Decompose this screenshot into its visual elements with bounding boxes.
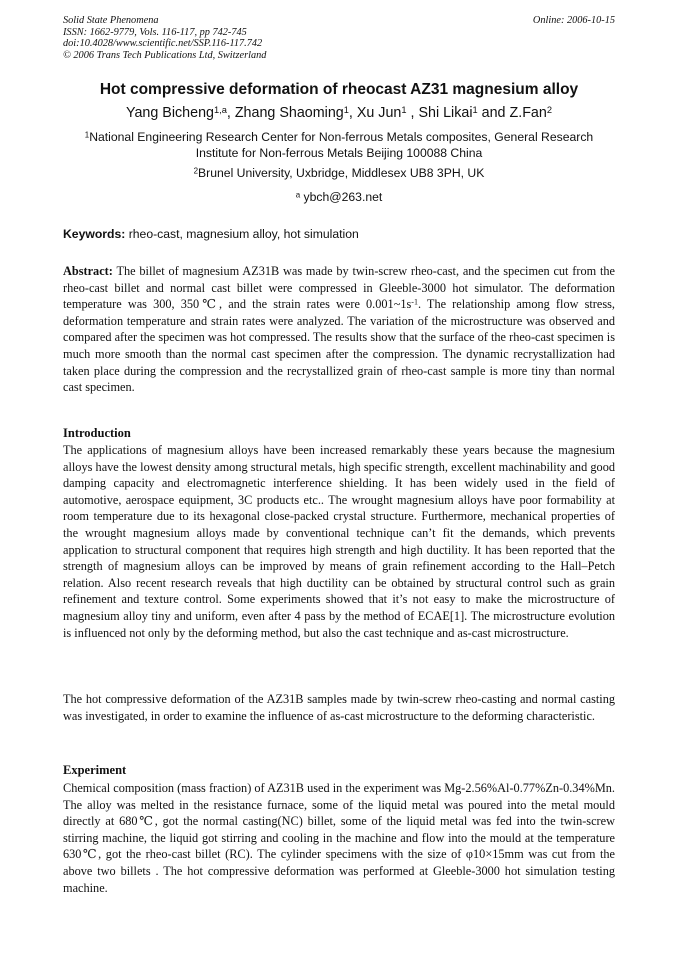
author-name: Z.Fan: [509, 105, 547, 121]
copyright-line: © 2006 Trans Tech Publications Ltd, Switzerland: [63, 49, 267, 61]
abstract-superscript: -1: [411, 297, 418, 307]
author-separator: ,: [226, 105, 235, 121]
author-name: Shi Likai: [418, 105, 473, 121]
affiliation-mark: 1: [84, 130, 90, 140]
author-name: Zhang Shaoming: [234, 105, 344, 121]
paper-title: Hot compressive deformation of rheocast AZ31 magnesium alloy: [99, 81, 579, 98]
online-date: Online: 2006-10-15: [532, 15, 615, 26]
author-superscript: 1: [401, 104, 407, 115]
journal-name: Solid State Phenomena: [63, 15, 159, 26]
experiment-paragraph-1: Chemical composition (mass fraction) of AZ31B used in the experiment was Mg-2.56%Al-0.77%Zn-0.34%Mn. The alloy was melted in the resistance furnace, some of the liquid metal was poured into the metal mould directly at 680℃, got the normal casting(NC) billet, some of the liquid metal was fed into the twin-screw stirring machine, the liquid got stirring and cooling in the machine and flow into the mould at the temperature 630℃, got the rheo-cast billet (RC). The cylinder specimens with the size of φ10×15mm was cut from the above two billets . The hot compressive deformation was performed at Gleeble-3000 hot simulation testing machine.: [63, 781, 615, 895]
affiliation-mark: a: [295, 190, 301, 200]
keywords-label: Keywords:: [63, 227, 126, 241]
affiliation-text: National Engineering Research Center for Non-ferrous Metals composites, General Research Institute for Non-ferrous Metals Beijing 100088 China: [89, 130, 594, 160]
abstract-text-b: . The relationship among flow stress, deformation temperature and strain rates were analyzed. The variation of the microstructure was observed and compared after the specimen was hot compressed. The results show that the surface of the rheo-cast specimen is much more smooth than the normal cast specimen after the compression. The dynamic recrystallization had taken place during the compression and the recrystallized grain of rheo-cast sample is more tiny than normal cast specimen.: [63, 297, 615, 395]
affiliation-2: [63, 166, 615, 182]
experiment-heading: Experiment: [63, 763, 127, 777]
doi-line: doi:10.4028/www.scientific.net/SSP.116-117.742: [63, 38, 263, 49]
author-separator: ,: [348, 105, 357, 121]
author-superscript: 1: [343, 104, 349, 115]
affiliation-1: [63, 130, 615, 161]
affiliation-email: [63, 190, 615, 206]
author-superscript: 1: [472, 104, 478, 115]
affiliation-mark: 2: [193, 166, 199, 176]
introduction-paragraph-2: The hot compressive deformation of the AZ31B samples made by twin-screw rheo-casting and normal casting was investigated, in order to examine the influence of as-cast microstructure to the deforming characteristic.: [63, 692, 615, 723]
author-superscript: 1,a: [213, 104, 227, 115]
abstract-text-a: The billet of magnesium AZ31B was made by twin-screw rheo-cast, and the specimen cut from the rheo-cast billet and normal cast billet were compressed in Gleeble-3000 hot simulator. The deformation temperature was 300, 350℃, and the strain rates were 0.001~1s: [63, 264, 616, 312]
introduction-paragraph-1: The applications of magnesium alloys have been increased remarkably these years because the magnesium alloys have the lowest density among structural metals, high specific strength, excellent machinability and good damping capacity and electromagnetic interference shielding. It has been widely used in the field of automotive, aerospace equipment, 3C products etc.. The wrought magnesium alloys have poor formability at room temperature due to its hexagonal close-packed crystal structure. Furthermore, mechanical properties of the wrought magnesium alloys made by conventional technique can’t fit the demands, which prevents application to structural component that requires high strength and high ductility. It has been reported that the strength of magnesium alloys can be improved by means of grain refinement according to the Hall–Petch relation. Also recent research reveals that high ductility can be obtained by structural control such as grain refinement and texture control. Some experiments showed that it’s not easy to make the microstructure of magnesium alloy tiny and uniform, even after 4 pass by the method of ECAE[1]. The microstructure evolution is influenced not only by the deforming method, but also the cast technique and as-cast microstructure.: [63, 443, 615, 640]
keywords: [63, 227, 615, 242]
affiliation-text: Brunel University, Uxbridge, Middlesex UB8 3PH, UK: [198, 166, 485, 180]
author-name: Yang Bicheng: [126, 105, 214, 121]
introduction-heading: Introduction: [63, 426, 131, 440]
abstract-label: Abstract:: [63, 264, 113, 278]
journal-header: [63, 15, 266, 61]
email-text: ybch@263.net: [303, 190, 383, 204]
author-name: Xu Jun: [356, 105, 402, 121]
abstract: [63, 263, 615, 396]
keywords-text: rheo-cast, magnesium alloy, hot simulation: [128, 227, 359, 241]
author-list: [0, 104, 678, 122]
author-superscript: 2: [546, 104, 552, 115]
author-separator: ,: [406, 105, 419, 121]
author-separator: and: [477, 105, 510, 121]
issn-line: ISSN: 1662-9779, Vols. 116-117, pp 742-745: [63, 26, 247, 38]
